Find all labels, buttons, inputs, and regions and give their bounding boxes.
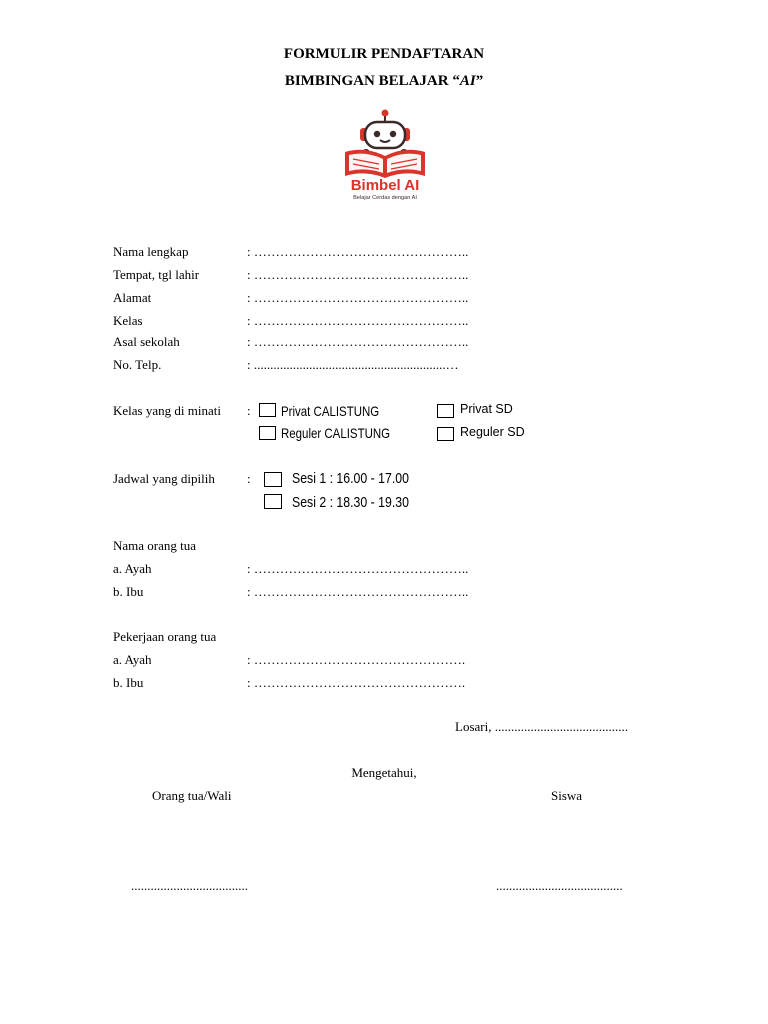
kelas-minat-label: Kelas yang di minati: [113, 403, 221, 418]
bimbel-ai-logo: [336, 106, 434, 202]
field-label-nama: Nama lengkap: [113, 244, 189, 259]
field-label-telp: No. Telp.: [113, 357, 162, 372]
signature-parent-label: Orang tua/Wali: [152, 788, 232, 803]
parents-ibu-value: : …………………………………………..: [247, 584, 469, 599]
field-value-sekolah: : …………………………………………..: [247, 334, 469, 349]
logo-tagline-text: Belajar Cerdas dengan AI: [353, 195, 417, 201]
parents-ayah-value: : …………………………………………..: [247, 561, 469, 576]
kelas-minat-colon: :: [247, 403, 251, 418]
checkbox-reguler-sd[interactable]: [437, 427, 454, 441]
jobs-ayah-value: : ………………………………………….: [247, 652, 466, 667]
signature-student-label: Siswa: [551, 788, 583, 803]
signature-parent-line: ....................................: [131, 878, 248, 893]
signature-heading: Mengetahui,: [351, 765, 417, 780]
parents-ibu-label: b. Ibu: [113, 584, 144, 599]
checkbox-sesi-1[interactable]: [264, 472, 282, 487]
checkbox-sesi-2[interactable]: [264, 494, 282, 509]
field-label-alamat: Alamat: [113, 290, 152, 305]
form-subtitle: BIMBINGAN BELAJAR “AI”: [284, 73, 484, 89]
option-sesi-2: Sesi 2 : 18.30 - 19.30: [292, 494, 409, 511]
field-label-kelas: Kelas: [113, 313, 143, 328]
field-value-telp: : ...........................................................…: [247, 357, 459, 372]
robot-book-icon: [336, 106, 434, 202]
field-label-sekolah: Asal sekolah: [113, 334, 180, 349]
jadwal-colon: :: [247, 471, 251, 486]
field-value-nama: : …………………………………………..: [247, 244, 469, 259]
option-reguler-calistung: Reguler CALISTUNG: [281, 425, 391, 441]
field-value-ttl: : …………………………………………..: [247, 267, 469, 282]
checkbox-privat-sd[interactable]: [437, 404, 454, 418]
logo-brand-text: Bimbel AI: [350, 177, 420, 194]
checkbox-privat-calistung[interactable]: [259, 403, 276, 417]
jobs-ayah-label: a. Ayah: [113, 652, 152, 667]
place-date: Losari, .........................................: [455, 719, 628, 734]
option-privat-calistung: Privat CALISTUNG: [281, 403, 380, 419]
jobs-ibu-label: b. Ibu: [113, 675, 144, 690]
option-reguler-sd: Reguler SD: [460, 425, 525, 439]
checkbox-reguler-calistung[interactable]: [259, 426, 276, 440]
field-label-ttl: Tempat, tgl lahir: [113, 267, 200, 282]
option-privat-sd: Privat SD: [460, 402, 513, 416]
signature-student-line: .......................................: [496, 878, 623, 893]
option-sesi-1: Sesi 1 : 16.00 - 17.00: [292, 470, 409, 487]
parents-ayah-label: a. Ayah: [113, 561, 152, 576]
field-value-alamat: : …………………………………………..: [247, 290, 469, 305]
parents-heading: Nama orang tua: [113, 538, 197, 553]
jobs-ibu-value: : ………………………………………….: [247, 675, 466, 690]
jadwal-label: Jadwal yang dipilih: [113, 471, 215, 486]
form-title: FORMULIR PENDAFTARAN: [283, 46, 485, 62]
jobs-heading: Pekerjaan orang tua: [113, 629, 217, 644]
field-value-kelas: : …………………………………………..: [247, 313, 469, 328]
